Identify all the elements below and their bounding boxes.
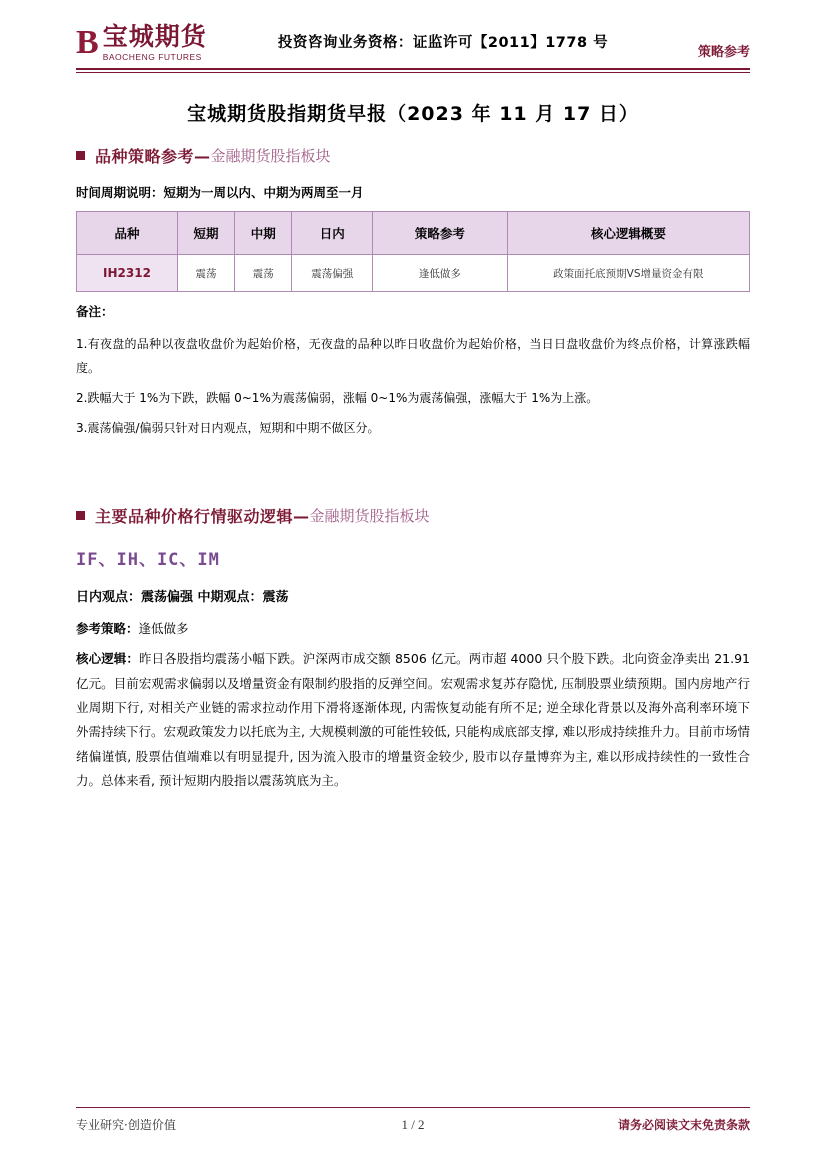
table-header-cell: 日内 [292,212,373,255]
page-number: 1 / 2 [401,1116,425,1132]
company-logo [76,24,256,62]
section-spacer [76,446,750,486]
document-footer [76,1107,750,1133]
core-logic [76,647,750,793]
header-divider-thin [76,72,750,73]
core-logic-label: 核心逻辑： [76,651,139,667]
header-divider-thick [76,68,750,70]
strategy-table [76,211,750,292]
header-corner-label: 策略参考 [697,44,750,60]
table-header-cell: 核心逻辑概要 [507,212,749,255]
remark-title: 备注： [76,304,114,320]
footer-divider [76,1107,750,1108]
table-header-cell: 短期 [177,212,234,255]
logo-company-name-cn: 宝城期货 [102,22,207,51]
remark-item: 3.震荡偏强/偏弱只针对日内观点，短期和中期不做区分。 [76,421,380,436]
core-logic-text: 昨日各股指均震荡小幅下跌。沪深两市成交额 8506 亿元。两市超 4000 只个股下跌。北向资金净卖出 21.91 亿元。目前宏观需求偏弱以及增量资金有限制约股指的反弹空间。宏观需求复苏存隐忧, 压制股票业绩预期。国内房地产行业周期下行, 对相关产业链的需求拉动作用下滑将逐渐体现, 内需恢复动能有所不足; 逆全球化背景以及海外高利率环境下外需持续下行。宏观政策发力以托底为主, 大规模刺激的可能性较低, 只能构成底部支撑, 难以形成持续推升力。目前市场情绪偏谨慎, 股票估值端难以有明显提升, 因为流入股市的增量资金较少, 股市以存量博弈为主, 难以形成持续性的一致性合力。总体来看, 预计短期内股指以震荡筑底为主。 [76,651,750,789]
section-heading-drivers [76,504,750,527]
table-cell-mid: 震荡 [235,255,292,292]
footer-disclaimer: 请务必阅读文末免责条款 [617,1118,750,1132]
reference-strategy-label: 参考策略： [76,621,139,637]
footer-row [76,1116,750,1133]
table-cell-code: IH2312 [77,255,178,292]
remark-item: 1.有夜盘的品种以夜盘收盘价为起始价格，无夜盘的品种以昨日收盘价为起始价格，当日日盘收盘价为终点价格，计算涨跌幅度。 [76,337,750,376]
period-note: 时间周期说明：短期为一周以内、中期为两周至一月 [76,185,364,201]
page-title: 宝城期货股指期货早报（2023 年 11 月 17 日） [187,103,639,126]
square-bullet-icon [76,151,85,160]
section-heading-strategy [76,144,750,167]
table-cell-short: 震荡 [177,255,234,292]
qualification-statement: 投资咨询业务资格：证监许可【2011】1778 号 [277,34,609,51]
table-cell-strategy: 逢低做多 [373,255,508,292]
reference-strategy [76,619,750,637]
section1-title-light: 金融期货股指板块 [210,147,331,166]
table-cell-intraday: 震荡偏强 [292,255,373,292]
section2-title-light: 金融期货股指板块 [309,507,430,526]
table-header-cell: 策略参考 [373,212,508,255]
remark-item: 2.跌幅大于 1%为下跌，跌幅 0~1%为震荡偏弱，涨幅 0~1%为震荡偏强，涨幅大于 1%为上涨。 [76,391,599,406]
reference-strategy-value: 逢低做多 [138,621,189,637]
logo-text [103,24,207,62]
document-header [76,0,750,68]
view-line: 日内观点：震荡偏强 中期观点：震荡 [76,590,289,606]
section2-title-strong: 主要品种价格行情驱动逻辑— [95,507,310,527]
table-header-cell: 中期 [235,212,292,255]
table-cell-logic: 政策面托底预期VS增量资金有限 [507,255,749,292]
table-header-cell: 品种 [77,212,178,255]
logo-company-name-en: BAOCHENG FUTURES [102,52,202,63]
footer-slogan: 专业研究·创造价值 [76,1118,176,1132]
square-bullet-icon [76,511,85,520]
table-row [77,255,750,292]
section1-title-strong: 品种策略参考— [95,147,211,167]
contract-codes: IF、IH、IC、IM [76,550,220,571]
table-header-row [77,212,750,255]
logo-mark-icon: B [76,24,99,62]
